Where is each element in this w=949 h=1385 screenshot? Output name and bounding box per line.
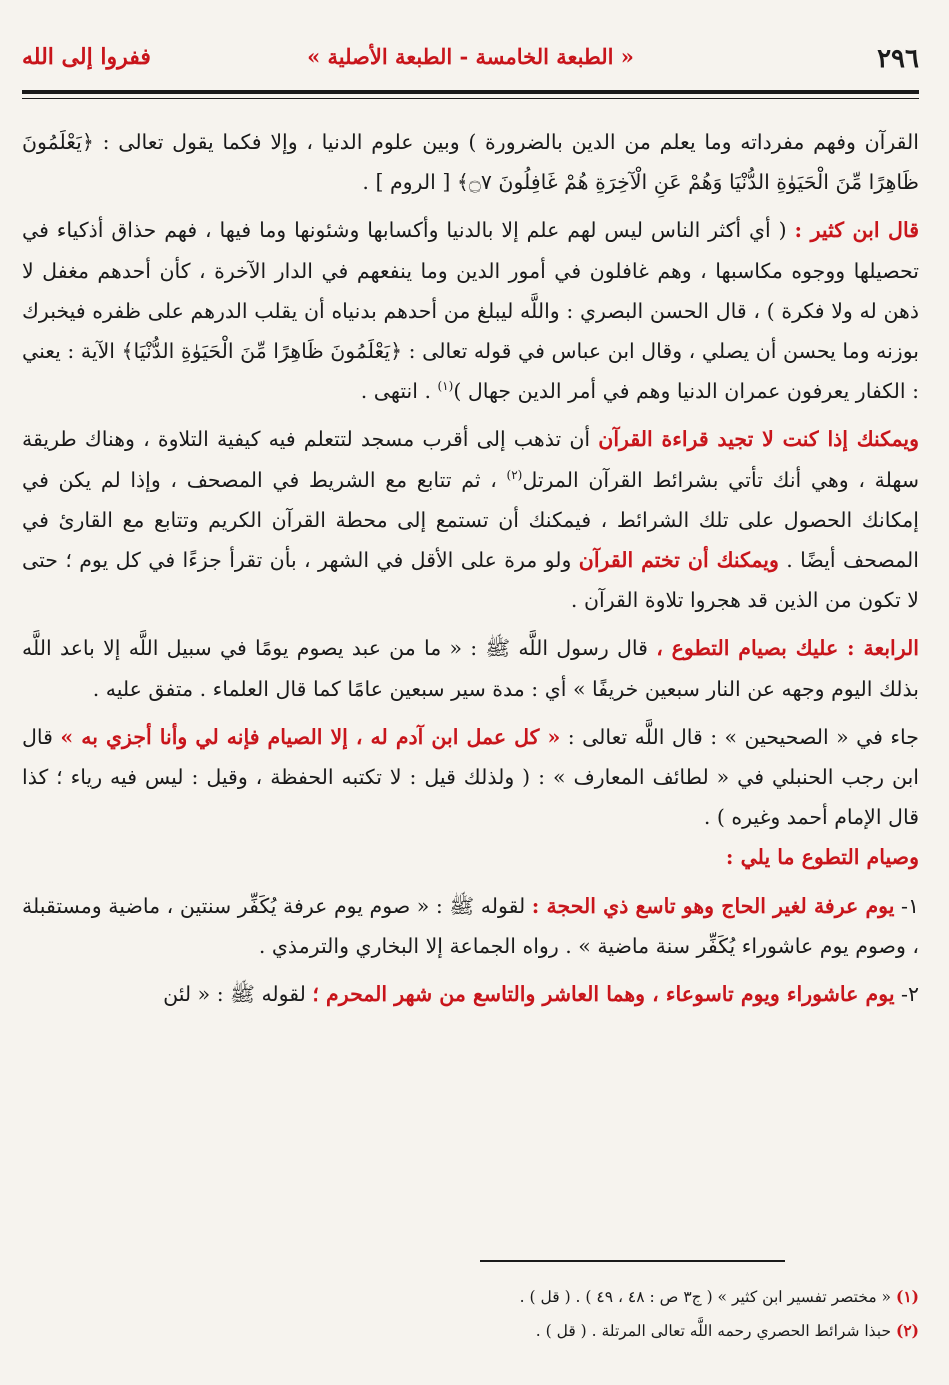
footnote-number: (١) — [895, 1287, 919, 1306]
header-rule-thin — [22, 98, 919, 99]
footnote-text: « مختصر تفسير ابن كثير » ( ج٣ ص : ٤٨ ، ٤٩ ) . ( قل ) . — [519, 1288, 896, 1306]
section-heading — [22, 837, 919, 877]
list-item — [22, 886, 919, 966]
paragraph — [22, 419, 919, 620]
paragraph-text: أن تذهب إلى أقرب مسجد لتتعلم فيه كيفية التلاوة ، وهناك طريقة سهلة ، وهي أنك تأتي بشرائط القرآن المرتل — [22, 427, 919, 492]
paragraph-text: جاء في « الصحيحين » : قال اللَّه تعالى : — [560, 724, 919, 749]
footnote-ref[interactable]: (١) — [437, 379, 454, 394]
footnote-text: حبذا شرائط الحصري رحمه اللَّه تعالى المرتلة . ( قل ) . — [535, 1322, 896, 1340]
list-item — [22, 974, 919, 1014]
red-heading: وصيام التطوع ما يلي : — [725, 845, 919, 870]
paragraph-text: لقوله ﷺ : « لئن — [163, 982, 313, 1007]
red-heading: يوم عاشوراء ويوم تاسوعاء ، وهما العاشر والتاسع من شهر المحرم ؛ — [312, 982, 895, 1007]
footnote-ref[interactable]: (٢) — [506, 467, 523, 482]
main-text — [22, 122, 919, 1014]
paragraph-text: لقوله ﷺ : « صوم يوم عرفة يُكَفِّر سنتين ، ماضية ومستقبلة ، وصوم يوم عاشوراء يُكَفِّر سنة ماضية » . رواه الجماعة إلا البخاري والترمذي . — [22, 893, 919, 958]
paragraph-text: . انتهى . — [360, 379, 438, 404]
red-heading: الرابعة : عليك بصيام التطوع ، — [656, 636, 919, 661]
paragraph-text: القرآن وفهم مفرداته وما يعلم من الدين بالضرورة ) وبين علوم الدنيا ، وإلا فكما يقول تعالى : ﴿يَعْلَمُونَ ظَاهِرًا مِّنَ الْحَيَوٰةِ الدُّنْيَا وَهُمْ عَنِ الْآخِرَةِ هُمْ غَافِلُونَ ۝٧﴾ [ الروم ] . — [22, 130, 919, 195]
red-heading: ويمكنك أن تختم القرآن — [578, 548, 779, 573]
red-heading: قال ابن كثير : — [794, 218, 919, 243]
paragraph-text: قال ابن رجب الحنبلي في « لطائف المعارف » : ( ولذلك قيل : لا تكتبه الحفظة ، وقيل : ليس فيه رياء ؛ كذا قال الإمام أحمد وغيره ) . — [22, 724, 919, 830]
header-rule-thick — [22, 90, 919, 94]
footnote-divider — [480, 1260, 785, 1262]
list-number: ١- — [894, 893, 919, 918]
paragraph-text: قال رسول اللَّه ﷺ : « ما من عبد يصوم يومًا في سبيل اللَّه إلا باعد اللَّه بذلك اليوم وجهه عن النار سبعين خريفًا » أي : مدة سير سبعين عامًا كما قال العلماء . متفق عليه . — [22, 636, 919, 701]
red-heading: يوم عرفة لغير الحاج وهو تاسع ذي الحجة : — [531, 893, 895, 918]
footnote-number: (٢) — [895, 1321, 919, 1340]
paragraph — [22, 628, 919, 708]
page-header — [22, 40, 919, 92]
list-number: ٢- — [894, 982, 919, 1007]
red-quote: « كل عمل ابن آدم له ، إلا الصيام فإنه لي وأنا أجزي به » — [60, 724, 561, 749]
paragraph — [22, 717, 919, 838]
paragraph — [22, 122, 919, 202]
edition-label: « الطبعة الخامسة - الطبعة الأصلية » — [307, 44, 634, 69]
paragraph-text: ، ثم تتابع مع الشريط في المصحف ، وإذا لم يكن في إمكانك الحصول على تلك الشرائط ، فيمكنك أن تستمع إلى محطة القرآن الكريم وتتابع مع القارئ في المصحف أيضًا . — [22, 467, 920, 573]
footnote — [22, 1314, 919, 1348]
paragraph — [22, 210, 919, 411]
paragraph-text: ( أي أكثر الناس ليس لهم علم إلا بالدنيا وأكسابها وشئونها وما فيها ، فهم حذاق أذكياء في تحصيلها ووجوه مكاسبها ، وهم غافلون في أمور الدين وما ينفعهم في الدار الآخرة ، كأن أحدهم مغفل لا ذهن له ولا فكرة ) ، قال الحسن البصري : واللَّه ليبلغ من أحدهم بدنياه أن يقلب الدرهم على ظفره فيخبرك بوزنه وما يحسن أن يصلي ، وقال ابن عباس في قوله تعالى : ﴿يَعْلَمُونَ ظَاهِرًا مِّنَ الْحَيَوٰةِ الدُّنْيَا﴾ الآية : يعني : الكفار يعرفون عمران الدنيا وهم في أمر الدين جهال ) — [22, 218, 919, 404]
page-number: ٢٩٦ — [877, 44, 919, 74]
footnotes — [22, 1280, 919, 1348]
book-title: ففروا إلى الله — [22, 44, 151, 70]
paragraph-text: ولو مرة على الأقل في الشهر ، بأن تقرأ جزءًا في كل يوم ؛ حتى لا تكون من الذين قد هجروا تلاوة القرآن . — [22, 548, 919, 613]
red-heading: ويمكنك إذا كنت لا تجيد قراءة القرآن — [598, 427, 919, 452]
footnote — [22, 1280, 919, 1314]
